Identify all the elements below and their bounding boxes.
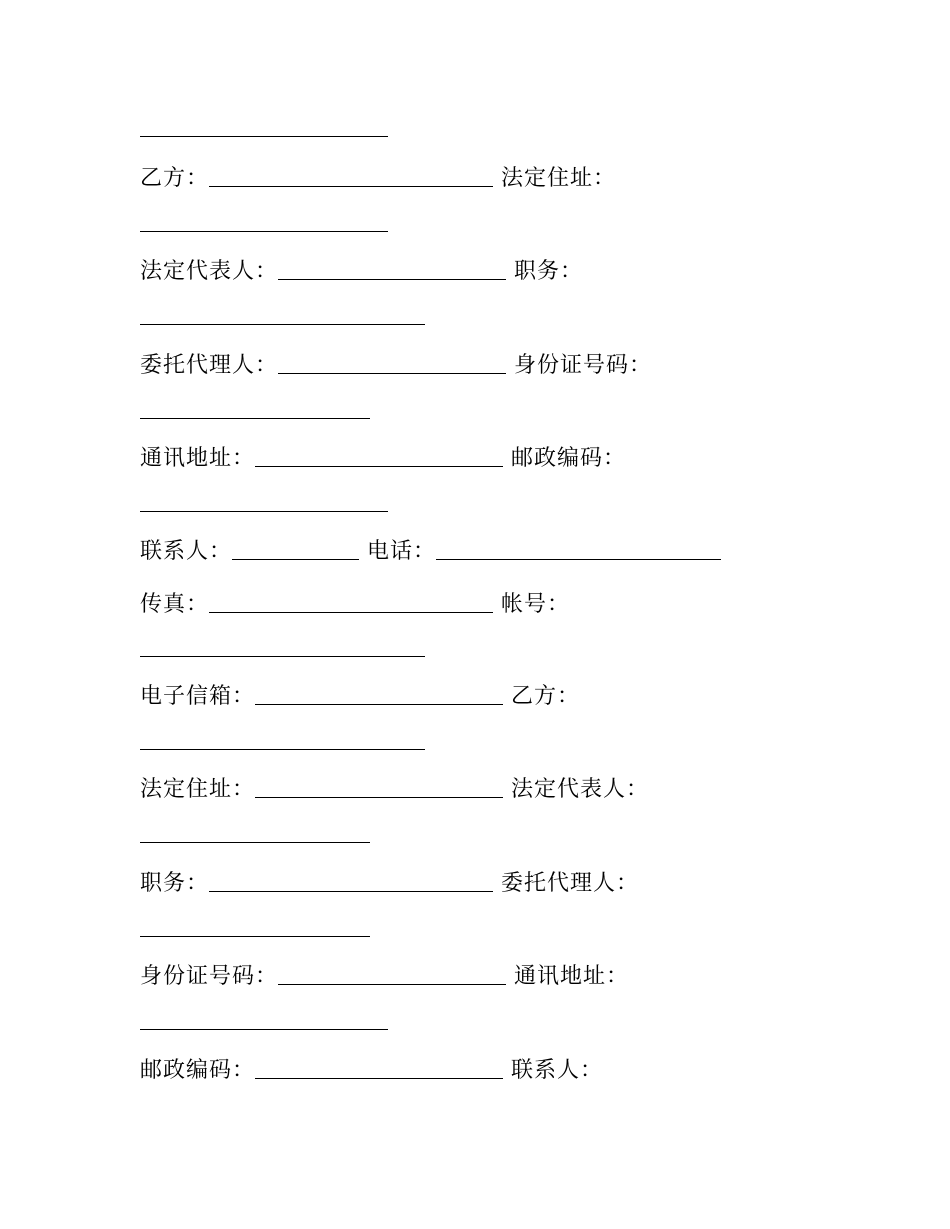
field-label: 委托代理人： (140, 353, 279, 378)
blank-field[interactable] (140, 230, 388, 232)
field-label: 乙方： (511, 684, 581, 709)
blank-field[interactable] (140, 655, 425, 657)
form-line (140, 298, 425, 328)
form-line (140, 723, 425, 753)
blank-field[interactable] (255, 703, 503, 705)
blank-field[interactable] (209, 611, 493, 613)
field-label: 联系人： (140, 539, 233, 564)
blank-field[interactable] (278, 372, 506, 374)
blank-field[interactable] (140, 135, 388, 137)
form-line (140, 678, 580, 708)
form-line (140, 485, 388, 515)
field-label: 法定代表人： (511, 777, 650, 802)
form-line (140, 630, 425, 660)
field-label: 法定住址： (501, 166, 617, 191)
form-line (140, 160, 616, 190)
blank-field[interactable] (140, 935, 370, 937)
blank-field[interactable] (140, 1028, 388, 1030)
field-label: 电子信箱： (140, 684, 256, 709)
form-line (140, 347, 652, 377)
form-line (140, 110, 388, 140)
blank-field[interactable] (140, 417, 370, 419)
blank-field[interactable] (140, 323, 425, 325)
form-line (140, 1052, 603, 1082)
form-line (140, 392, 370, 422)
blank-field[interactable] (255, 1077, 503, 1079)
field-label: 邮政编码： (511, 446, 627, 471)
field-label: 传真： (140, 592, 210, 617)
form-line (140, 958, 629, 988)
field-label: 身份证号码： (514, 353, 653, 378)
field-label: 联系人： (511, 1058, 604, 1083)
field-label: 职务： (140, 871, 210, 896)
field-label: 电话： (367, 539, 437, 564)
blank-field[interactable] (436, 558, 721, 560)
form-line (140, 1003, 388, 1033)
form-line (140, 586, 570, 616)
form-line (140, 816, 370, 846)
blank-field[interactable] (255, 465, 503, 467)
blank-field[interactable] (209, 185, 493, 187)
field-label: 通讯地址： (140, 446, 256, 471)
form-line (140, 440, 626, 470)
field-label: 邮政编码： (140, 1058, 256, 1083)
blank-field[interactable] (140, 841, 370, 843)
blank-field[interactable] (255, 796, 503, 798)
field-label: 法定代表人： (140, 259, 279, 284)
blank-field[interactable] (209, 890, 493, 892)
blank-field[interactable] (278, 983, 506, 985)
form-line (140, 910, 370, 940)
field-label: 乙方： (140, 166, 210, 191)
blank-field[interactable] (140, 510, 388, 512)
blank-field[interactable] (140, 748, 425, 750)
form-line (140, 865, 639, 895)
field-label: 法定住址： (140, 777, 256, 802)
field-label: 帐号： (501, 592, 571, 617)
form-line (140, 533, 721, 563)
form-line (140, 205, 388, 235)
form-line (140, 253, 583, 283)
blank-field[interactable] (278, 278, 506, 280)
blank-field[interactable] (232, 558, 359, 560)
field-label: 通讯地址： (514, 964, 630, 989)
field-label: 委托代理人： (501, 871, 640, 896)
field-label: 身份证号码： (140, 964, 279, 989)
field-label: 职务： (514, 259, 584, 284)
form-line (140, 771, 649, 801)
